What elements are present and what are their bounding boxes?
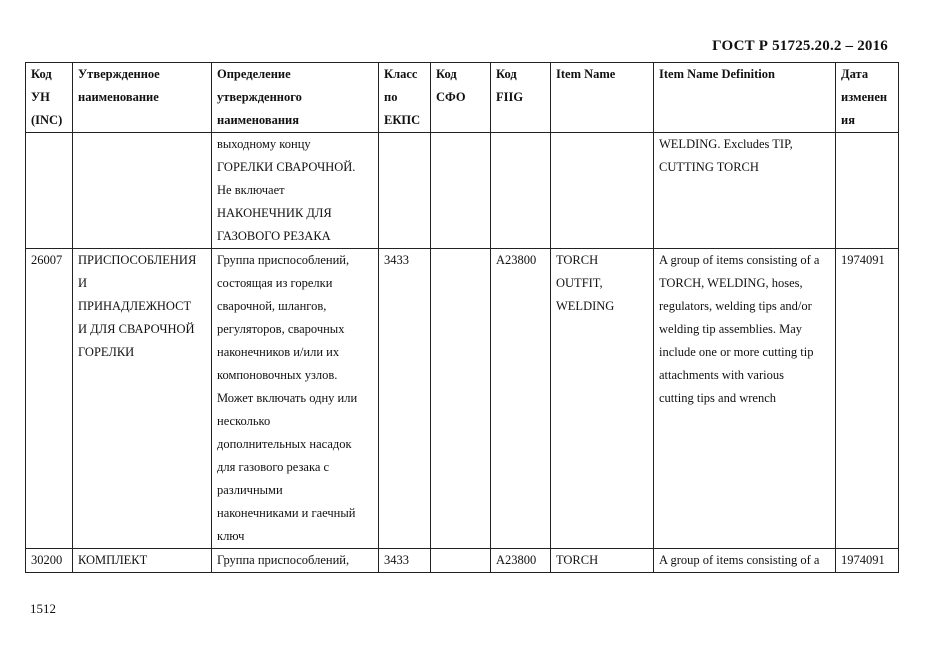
cell-text-line: сварочной, шлангов,	[217, 299, 327, 313]
cell-item-name-definition	[654, 133, 836, 249]
column-header-ekps-class	[379, 63, 431, 133]
column-header-line: FIIG	[496, 90, 524, 104]
column-header-line: Item Name	[556, 67, 616, 81]
specification-table	[25, 62, 899, 573]
table-header-row	[26, 63, 899, 133]
cell-text-line: regulators, welding tips and/or	[659, 299, 812, 313]
column-header-line: Item Name Definition	[659, 67, 775, 81]
cell-text-line: CUTTING TORCH	[659, 160, 759, 174]
column-header-line: УН	[31, 90, 50, 104]
column-header-line: Дата	[841, 67, 869, 81]
cell-text-line: Может включать одну или	[217, 391, 358, 405]
cell-text-line: различными	[217, 483, 283, 497]
column-header-line: Класс	[384, 67, 418, 81]
cell-fiig-code	[491, 549, 551, 573]
cell-text-line: TORCH, WELDING, hoses,	[659, 276, 803, 290]
column-header-line: наименование	[78, 90, 159, 104]
cell-text-line: Группа приспособлений,	[217, 253, 350, 267]
cell-text-line: 3433	[384, 553, 409, 567]
column-header-line: (INC)	[31, 113, 63, 127]
column-header-fiig-code	[491, 63, 551, 133]
cell-text-line: И	[78, 276, 88, 290]
cell-approved-name	[73, 133, 212, 249]
cell-text-line: include one or more cutting tip	[659, 345, 814, 359]
cell-change-date	[836, 133, 899, 249]
table-row	[26, 549, 899, 573]
cell-sfo-code	[431, 133, 491, 249]
cell-inc-code	[26, 133, 73, 249]
cell-text-line: КОМПЛЕКТ	[78, 553, 148, 567]
cell-change-date	[836, 249, 899, 549]
cell-item-name-definition	[654, 549, 836, 573]
column-header-approved-name	[73, 63, 212, 133]
page-number: 1512	[30, 601, 56, 616]
cell-text-line: дополнительных насадок	[217, 437, 352, 451]
cell-text-line: A group of items consisting of a	[659, 253, 820, 267]
column-header-line: изменен	[841, 90, 888, 104]
cell-approved-name	[73, 249, 212, 549]
cell-inc-code	[26, 549, 73, 573]
cell-text-line: Не включает	[217, 183, 285, 197]
cell-item-name	[551, 549, 654, 573]
cell-text-line: welding tip assemblies. May	[659, 322, 803, 336]
cell-text-line: 1974091	[841, 553, 885, 567]
cell-text-line: ГОРЕЛКИ СВАРОЧНОЙ.	[217, 160, 356, 174]
cell-text-line: ПРИНАДЛЕЖНОСТ	[78, 299, 192, 313]
column-header-inc-code	[26, 63, 73, 133]
column-header-item-name	[551, 63, 654, 133]
cell-text-line: WELDING	[556, 299, 615, 313]
cell-text-line: WELDING. Excludes TIP,	[659, 137, 793, 151]
cell-sfo-code	[431, 249, 491, 549]
column-header-line: по	[384, 90, 398, 104]
cell-text-line: ГАЗОВОГО РЕЗАКА	[217, 229, 331, 243]
cell-text-line: выходному концу	[217, 137, 311, 151]
cell-definition	[212, 549, 379, 573]
column-header-line: ЕКПС	[384, 113, 421, 127]
cell-text-line: Группа приспособлений,	[217, 553, 350, 567]
cell-definition	[212, 133, 379, 249]
cell-text-line: A23800	[496, 553, 537, 567]
cell-inc-code	[26, 249, 73, 549]
cell-text-line: TORCH	[556, 553, 599, 567]
cell-text-line: состоящая из горелки	[217, 276, 333, 290]
cell-ekps-class	[379, 249, 431, 549]
cell-text-line: И ДЛЯ СВАРОЧНОЙ	[78, 322, 195, 336]
column-header-line: Определение	[217, 67, 291, 81]
column-header-sfo-code	[431, 63, 491, 133]
column-header-line: ия	[841, 113, 855, 127]
cell-item-name	[551, 133, 654, 249]
column-header-change-date	[836, 63, 899, 133]
cell-fiig-code	[491, 249, 551, 549]
cell-approved-name	[73, 549, 212, 573]
cell-sfo-code	[431, 549, 491, 573]
cell-text-line: ПРИСПОСОБЛЕНИЯ	[78, 253, 197, 267]
cell-ekps-class	[379, 133, 431, 249]
document-header: ГОСТ Р 51725.20.2 – 2016	[712, 38, 888, 54]
cell-text-line: 30200	[31, 553, 63, 567]
column-header-line: Код	[31, 67, 52, 81]
cell-text-line: cutting tips and wrench	[659, 391, 776, 405]
cell-ekps-class	[379, 549, 431, 573]
cell-text-line: наконечниками и гаечный	[217, 506, 356, 520]
table-row	[26, 249, 899, 549]
cell-text-line: ГОРЕЛКИ	[78, 345, 135, 359]
cell-text-line: attachments with various	[659, 368, 784, 382]
column-header-definition	[212, 63, 379, 133]
column-header-line: утвержденного	[217, 90, 302, 104]
column-header-line: наименования	[217, 113, 300, 127]
column-header-line: Код	[436, 67, 457, 81]
cell-change-date	[836, 549, 899, 573]
table-row	[26, 133, 899, 249]
cell-text-line: НАКОНЕЧНИК ДЛЯ	[217, 206, 332, 220]
cell-text-line: 26007	[31, 253, 63, 267]
cell-text-line: наконечников и/или их	[217, 345, 340, 359]
cell-text-line: регуляторов, сварочных	[217, 322, 345, 336]
cell-text-line: 1974091	[841, 253, 885, 267]
cell-text-line: для газового резака с	[217, 460, 330, 474]
cell-text-line: TORCH	[556, 253, 599, 267]
cell-text-line: ключ	[217, 529, 245, 543]
cell-text-line: компоновочных узлов.	[217, 368, 338, 382]
cell-text-line: A group of items consisting of a	[659, 553, 820, 567]
cell-item-name	[551, 249, 654, 549]
cell-text-line: A23800	[496, 253, 537, 267]
cell-item-name-definition	[654, 249, 836, 549]
cell-text-line: 3433	[384, 253, 409, 267]
column-header-item-name-definition	[654, 63, 836, 133]
cell-definition	[212, 249, 379, 549]
column-header-line: СФО	[436, 90, 466, 104]
cell-text-line: OUTFIT,	[556, 276, 603, 290]
cell-fiig-code	[491, 133, 551, 249]
column-header-line: Код	[496, 67, 517, 81]
cell-text-line: несколько	[217, 414, 271, 428]
column-header-line: Утвержденное	[78, 67, 160, 81]
